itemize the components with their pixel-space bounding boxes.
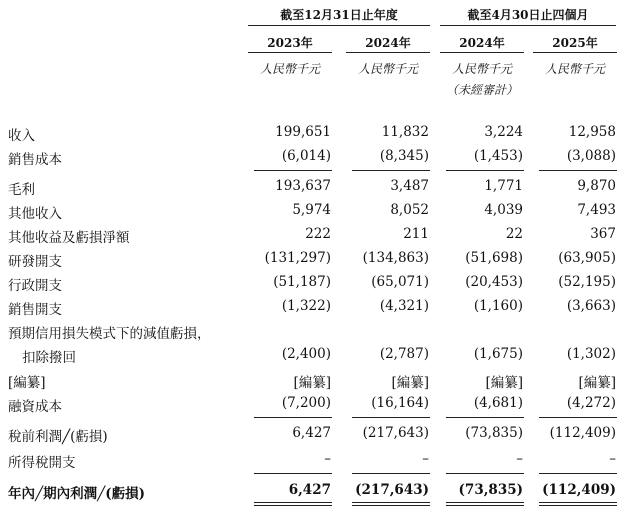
row-label-redacted: [編纂]	[8, 375, 46, 391]
cell-finance-2025-4m: (4,272)	[566, 395, 616, 411]
cell-selling-2023: (1,322)	[281, 298, 331, 314]
cell-oi-2023: 5,974	[292, 202, 331, 218]
cell-redacted-2023: [編纂]	[293, 375, 331, 391]
pbt-rule-3	[446, 417, 524, 418]
cell-og-2023: 222	[305, 226, 331, 242]
cell-oi-2024: 8,052	[390, 202, 429, 218]
total-rule-3	[446, 473, 524, 474]
cell-profit-2024: (217,643)	[355, 482, 429, 498]
cell-pbt-2024: (217,643)	[362, 425, 429, 441]
double-rule-3	[446, 502, 524, 506]
cell-cos-2024-4m: (1,453)	[473, 148, 523, 164]
cell-revenue-2025-4m: 12,958	[568, 124, 616, 140]
cell-admin-2024-4m: (20,453)	[465, 274, 523, 290]
year-rule-3	[440, 52, 524, 53]
cell-profit-2023: 6,427	[288, 482, 331, 498]
total-rule-1	[254, 473, 332, 474]
row-label-cost-of-sales: 銷售成本	[8, 152, 62, 168]
cell-admin-2025-4m: (52,195)	[558, 274, 616, 290]
year-2024-fy: 2024年	[365, 36, 411, 50]
cell-rnd-2024: (134,863)	[362, 250, 429, 266]
cell-profit-2025-4m: (112,409)	[542, 482, 616, 498]
cell-cos-2023: (6,014)	[281, 148, 331, 164]
header-year-end-rule	[248, 25, 430, 26]
cell-og-2025-4m: 367	[590, 226, 616, 242]
cell-rnd-2023: (131,297)	[264, 250, 331, 266]
unit-1: 人民幣千元	[259, 62, 320, 76]
cell-revenue-2023: 199,651	[275, 124, 331, 140]
cell-cos-2025-4m: (3,088)	[566, 148, 616, 164]
cell-cos-2024: (8,345)	[379, 148, 429, 164]
cell-selling-2024: (4,321)	[379, 298, 429, 314]
cell-redacted-2024: [編纂]	[391, 375, 429, 391]
cell-finance-2023: (7,200)	[281, 395, 331, 411]
total-rule-2	[352, 473, 430, 474]
cell-impairment-2025-4m: (1,302)	[566, 346, 616, 362]
row-label-rnd: 研發開支	[8, 254, 62, 270]
row-label-finance-costs: 融資成本	[8, 399, 62, 415]
row-label-admin: 行政開支	[8, 278, 62, 294]
cell-og-2024-4m: 22	[505, 226, 523, 242]
cell-og-2024: 211	[403, 226, 429, 242]
cell-selling-2024-4m: (1,160)	[473, 298, 523, 314]
cell-finance-2024: (16,164)	[371, 395, 429, 411]
cell-tax-2024: –	[422, 451, 429, 467]
unit-2: 人民幣千元	[357, 62, 418, 76]
year-2024-4m: 2024年	[459, 36, 505, 50]
cell-redacted-2025-4m: [編纂]	[578, 375, 616, 391]
unit-3: 人民幣千元	[451, 62, 512, 76]
double-rule-1	[254, 502, 332, 506]
cell-rnd-2024-4m: (51,698)	[465, 250, 523, 266]
pbt-rule-2	[352, 417, 430, 418]
cell-tax-2024-4m: –	[516, 451, 523, 467]
cell-gp-2024: 3,487	[390, 178, 429, 194]
header-four-months: 截至4月30日止四個月	[467, 8, 589, 22]
row-label-selling: 銷售開支	[8, 302, 62, 318]
subtotal-rule-4	[539, 170, 617, 171]
year-rule-2	[346, 52, 430, 53]
cell-impairment-2023: (2,400)	[281, 346, 331, 362]
subtotal-rule-3	[446, 170, 524, 171]
year-rule-4	[533, 52, 617, 53]
year-rule-1	[248, 52, 332, 53]
cell-pbt-2024-4m: (73,835)	[465, 425, 523, 441]
unit-4: 人民幣千元	[544, 62, 605, 76]
cell-gp-2024-4m: 1,771	[484, 178, 523, 194]
double-rule-4	[539, 502, 617, 506]
row-label-other-income: 其他收入	[8, 206, 62, 222]
cell-tax-2023: –	[324, 451, 331, 467]
cell-finance-2024-4m: (4,681)	[473, 395, 523, 411]
cell-admin-2023: (51,187)	[273, 274, 331, 290]
cell-redacted-2024-4m: [編纂]	[485, 375, 523, 391]
pbt-rule-1	[254, 417, 332, 418]
pbt-rule-4	[539, 417, 617, 418]
row-label-profit-before-tax: 稅前利潤╱(虧損)	[8, 429, 108, 445]
cell-tax-2025-4m: –	[609, 451, 616, 467]
cell-admin-2024: (65,071)	[371, 274, 429, 290]
cell-gp-2025-4m: 9,870	[577, 178, 616, 194]
header-four-months-rule	[440, 25, 616, 26]
cell-oi-2024-4m: 4,039	[484, 202, 523, 218]
cell-gp-2023: 193,637	[275, 178, 331, 194]
cell-impairment-2024-4m: (1,675)	[473, 346, 523, 362]
cell-selling-2025-4m: (3,663)	[566, 298, 616, 314]
row-label-impairment: 預期信用損失模式下的減值虧損，	[8, 326, 211, 342]
cell-oi-2025-4m: 7,493	[577, 202, 616, 218]
row-label-profit-for-period: 年內╱期內利潤╱(虧損)	[8, 486, 146, 502]
double-rule-2	[352, 502, 430, 506]
cell-rnd-2025-4m: (63,905)	[558, 250, 616, 266]
row-label-income-tax: 所得稅開支	[8, 455, 76, 471]
total-rule-4	[539, 473, 617, 474]
subtotal-rule-1	[254, 170, 332, 171]
row-label-other-gains: 其他收益及虧損淨額	[8, 230, 130, 246]
year-2025-4m: 2025年	[552, 36, 598, 50]
row-label-gross-profit: 毛利	[8, 182, 35, 198]
cell-pbt-2025-4m: (112,409)	[549, 425, 616, 441]
unaudited-note: （未經審計）	[445, 83, 518, 97]
cell-pbt-2023: 6,427	[292, 425, 331, 441]
cell-revenue-2024: 11,832	[381, 124, 429, 140]
row-label-net-of-reversal: 扣除撥回	[22, 350, 76, 366]
row-label-revenue: 收入	[8, 128, 35, 144]
year-2023: 2023年	[267, 36, 313, 50]
cell-revenue-2024-4m: 3,224	[484, 124, 523, 140]
cell-profit-2024-4m: (73,835)	[458, 482, 523, 498]
cell-impairment-2024: (2,787)	[379, 346, 429, 362]
subtotal-rule-2	[352, 170, 430, 171]
header-year-end: 截至12月31日止年度	[280, 8, 398, 22]
